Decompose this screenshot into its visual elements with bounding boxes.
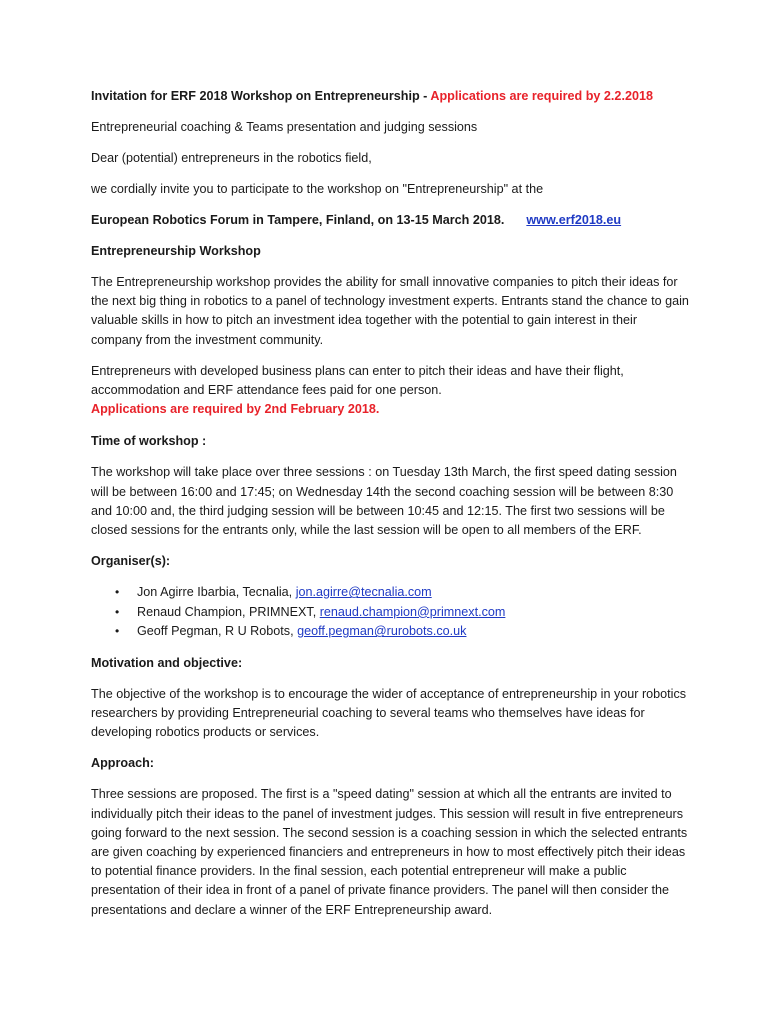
- organiser-name: Geoff Pegman, R U Robots,: [137, 624, 298, 639]
- greeting: Dear (potential) entrepreneurs in the robotics field,: [91, 151, 372, 165]
- time-description: The workshop will take place over three sessions : on Tuesday 13th March, the first speed dating session will be between 16:00 and 17:45; on Wednesday 14th the second coaching session will be between 8:30 and 10:00 and, the third judging session will be between 10:45 and 12:15. The first two sessions will be closed sessions for the entrants only, while the last session will be open to all members of the ERF.: [91, 465, 677, 538]
- organiser-item: [91, 622, 691, 642]
- organiser-name: Jon Agirre Ibarbia, Tecnalia,: [137, 585, 296, 600]
- organiser-item: [91, 583, 691, 603]
- title-deadline: Applications are required by 2.2.2018: [430, 89, 653, 103]
- approach-heading: Approach:: [91, 756, 154, 771]
- organiser-item: [91, 603, 691, 623]
- time-heading: Time of workshop :: [91, 434, 207, 449]
- forum-link[interactable]: www.erf2018.eu: [526, 213, 622, 227]
- bullet-icon: •: [115, 624, 120, 639]
- organiser-email-link[interactable]: geoff.pegman@rurobots.co.uk: [297, 624, 467, 639]
- workshop-heading: Entrepreneurship Workshop: [91, 244, 261, 258]
- invitation-title: [91, 87, 691, 106]
- organiser-name: Renaud Champion, PRIMNEXT,: [137, 604, 320, 619]
- motivation-heading: Motivation and objective:: [91, 655, 243, 670]
- organisers-heading: Organiser(s):: [91, 554, 171, 569]
- forum-line: [91, 211, 691, 230]
- forum-text: European Robotics Forum in Tampere, Finland, on 13-15 March 2018.: [91, 213, 505, 227]
- subtitle: Entrepreneurial coaching & Teams presentation and judging sessions: [91, 120, 478, 134]
- document-body: [91, 87, 691, 920]
- title-main: Invitation for ERF 2018 Workshop on Entrepreneurship -: [91, 89, 431, 103]
- organiser-email-link[interactable]: renaud.champion@primnext.com: [319, 604, 506, 619]
- applications-deadline: Applications are required by 2nd February 2018.: [91, 402, 380, 417]
- approach-description: Three sessions are proposed. The first is a "speed dating" session at which all the entrants are invited to individually pitch their ideas to the panel of investment judges. This session will result in five entrepreneurs going forward to the next session. The second session is a coaching session in which the selected entrants are given coaching by experienced financiers and entrepreneurs in how to most effectively pitch their ideas to potential finance providers. In the final session, each potential entrepreneur will make a public presentation of their idea in front of a panel of private finance providers. The panel will then consider the presentations and declare a winner of the ERF Entrepreneurship award.: [91, 787, 688, 917]
- bullet-icon: •: [115, 604, 120, 619]
- workshop-description: The Entrepreneurship workshop provides the ability for small innovative companies to pitch their ideas for the next big thing in robotics to a panel of technology investment experts. Entrants stand the chance to gain valuable skills in how to pitch an investment idea together with the potential to gain interest in their company from the investment community.: [91, 275, 689, 347]
- organiser-email-link[interactable]: jon.agirre@tecnalia.com: [295, 585, 432, 600]
- invite-line: we cordially invite you to participate to the workshop on "Entrepreneurship" at the: [91, 182, 544, 196]
- motivation-description: The objective of the workshop is to encourage the wider of acceptance of entrepreneurship in your robotics researchers by providing Entrepreneurial coaching to several teams who themselves have ideas for developing robotics products or services.: [91, 686, 687, 740]
- entrepreneurs-text: Entrepreneurs with developed business plans can enter to pitch their ideas and have their flight, accommodation and ERF attendance fees paid for one person.: [91, 363, 624, 398]
- organisers-list: [91, 583, 691, 642]
- bullet-icon: •: [115, 585, 120, 600]
